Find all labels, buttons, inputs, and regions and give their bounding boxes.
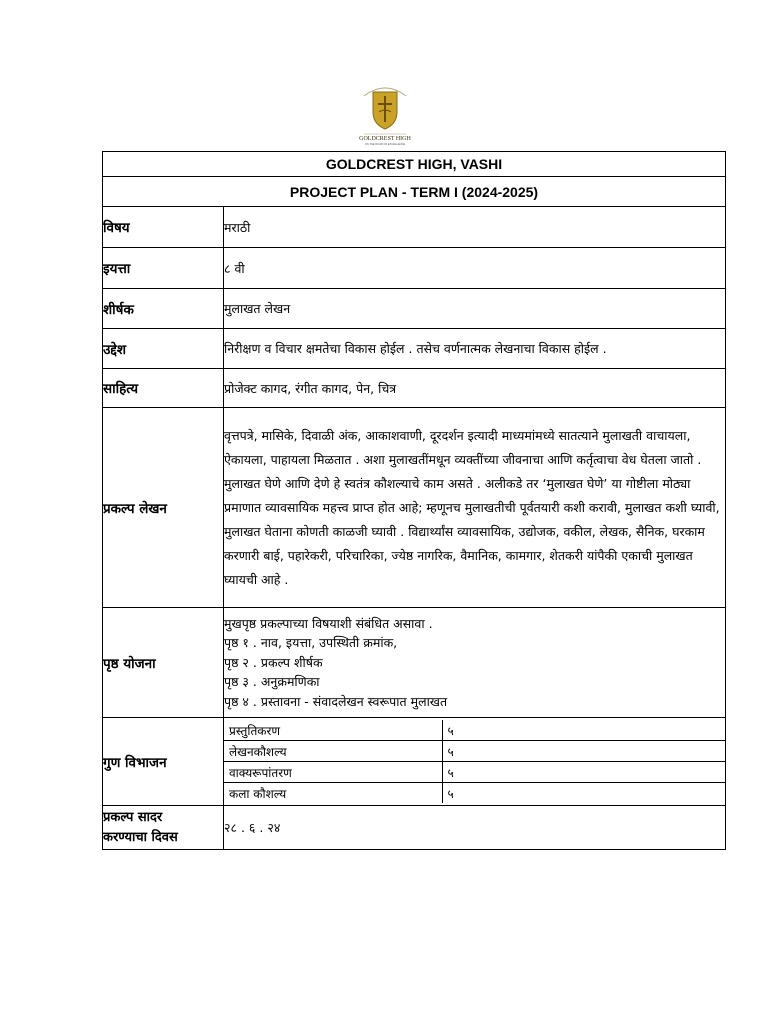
- marks-item-score: ५: [442, 741, 725, 762]
- objective-row: [103, 329, 726, 369]
- submission-row: [103, 806, 726, 850]
- marks-item-name: कला कौशल्य: [224, 783, 442, 804]
- project-writing-label: प्रकल्प लेखन: [103, 408, 224, 608]
- title-value: मुलाखत लेखन: [224, 289, 726, 329]
- title-row: [103, 289, 726, 329]
- submission-label: [103, 806, 224, 850]
- marks-label: गुण विभाजन: [103, 718, 224, 806]
- page-plan-list: [224, 608, 726, 718]
- project-writing-text: वृत्तपत्रे, मासिके, दिवाळी अंक, आकाशवाणी, दूरदर्शन इत्यादी माध्यमांमध्ये सातत्याने मुलाखती वाचायला, ऐकायला, पाहायला मिळतात . अशा मुलाखतींमधून व्यक्तींच्या जीवनाचा आणि कर्तृत्वाचा वेध घेतला जातो . मुलाखत घेणे आणि देणे हे स्वतंत्र कौशल्याचे काम असते . अलीकडे तर ‘मुलाखत घेणे’ या गोष्टीला मोठ्या प्रमाणात व्यावसायिक महत्त्व प्राप्त होत आहे; म्हणूनच मुलाखतीची पूर्वतयारी कशी करावी, मुलाखत कशी घ्यावी, मुलाखत घेताना कोणती काळजी घ्यावी . विद्यार्थ्यांस व्यावसायिक, उद्योजक, वकील, लेखक, सैनिक, घरकाम करणारी बाई, पहारेकरी, परिचारिका, ज्येष्ठ नागरिक, वैमानिक, कामगार, शेतकरी यांपैकी एकाची मुलाखत घ्यायची आहे .: [224, 408, 726, 608]
- objective-label: उद्देश: [103, 329, 224, 369]
- subject-label: विषय: [103, 207, 224, 248]
- submission-date: २८ . ६ . २४: [224, 806, 726, 850]
- page-plan-line: पृष्ठ ३ . अनुक्रमणिका: [224, 674, 320, 690]
- marks-item-score: ५: [447, 786, 454, 801]
- page-plan-row: [103, 608, 726, 718]
- objective-value: निरीक्षण व विचार क्षमतेचा विकास होईल . तसेच वर्णनात्मक लेखनाचा विकास होईल .: [224, 329, 726, 369]
- marks-item-score: ५: [442, 762, 725, 783]
- marks-cell: [224, 718, 726, 806]
- page-plan-line: पृष्ठ ४ . प्रस्तावना - संवादलेखन स्वरूपात मुलाखत: [224, 693, 448, 709]
- materials-value: प्रोजेक्ट कागद, रंगीत कागद, पेन, चित्र: [224, 369, 726, 408]
- subject-value: मराठी: [224, 207, 726, 248]
- page-plan-line: पृष्ठ २ . प्रकल्प शीर्षक: [224, 654, 323, 670]
- project-plan-table: [102, 151, 726, 850]
- crest-icon: [350, 82, 420, 148]
- marks-item-score: ५: [442, 720, 725, 741]
- marks-item: [224, 720, 725, 741]
- page-plan-line: मुखपृष्ठ प्रकल्पाच्या विषयाशी संबंधित असावा .: [224, 615, 433, 631]
- plan-title: PROJECT PLAN - TERM I (2024-2025): [103, 177, 726, 207]
- grade-value: ८ वी: [224, 248, 726, 289]
- page-plan-label: पृष्ठ योजना: [103, 608, 224, 718]
- marks-table: [224, 720, 725, 803]
- marks-item: [224, 783, 725, 804]
- marks-item-name: प्रस्तुतिकरण: [224, 720, 442, 741]
- grade-row: [103, 248, 726, 289]
- marks-item-name: लेखनकौशल्य: [224, 741, 442, 762]
- svg-text:ON THE ROAD OF EXCELLENCE: ON THE ROAD OF EXCELLENCE: [364, 143, 406, 146]
- grade-label: इयत्ता: [103, 248, 224, 289]
- submission-label-line: करण्याचा दिवस: [103, 829, 178, 845]
- marks-item: [224, 762, 725, 783]
- marks-row: [103, 718, 726, 806]
- svg-text:GOLDCREST HIGH: GOLDCREST HIGH: [359, 136, 411, 142]
- title-label: शीर्षक: [103, 289, 224, 329]
- school-logo: [350, 82, 420, 148]
- subject-row: [103, 207, 726, 248]
- materials-label: साहित्य: [103, 369, 224, 408]
- submission-label-line: प्रकल्प सादर: [103, 809, 163, 825]
- project-writing-row: [103, 408, 726, 608]
- marks-item: [224, 741, 725, 762]
- page-plan-line: पृष्ठ १ . नाव, इयत्ता, उपस्थिती क्रमांक,: [224, 635, 398, 651]
- materials-row: [103, 369, 726, 408]
- school-name: GOLDCREST HIGH, VASHI: [103, 152, 726, 177]
- marks-item-name: वाक्यरूपांतरण: [224, 762, 442, 783]
